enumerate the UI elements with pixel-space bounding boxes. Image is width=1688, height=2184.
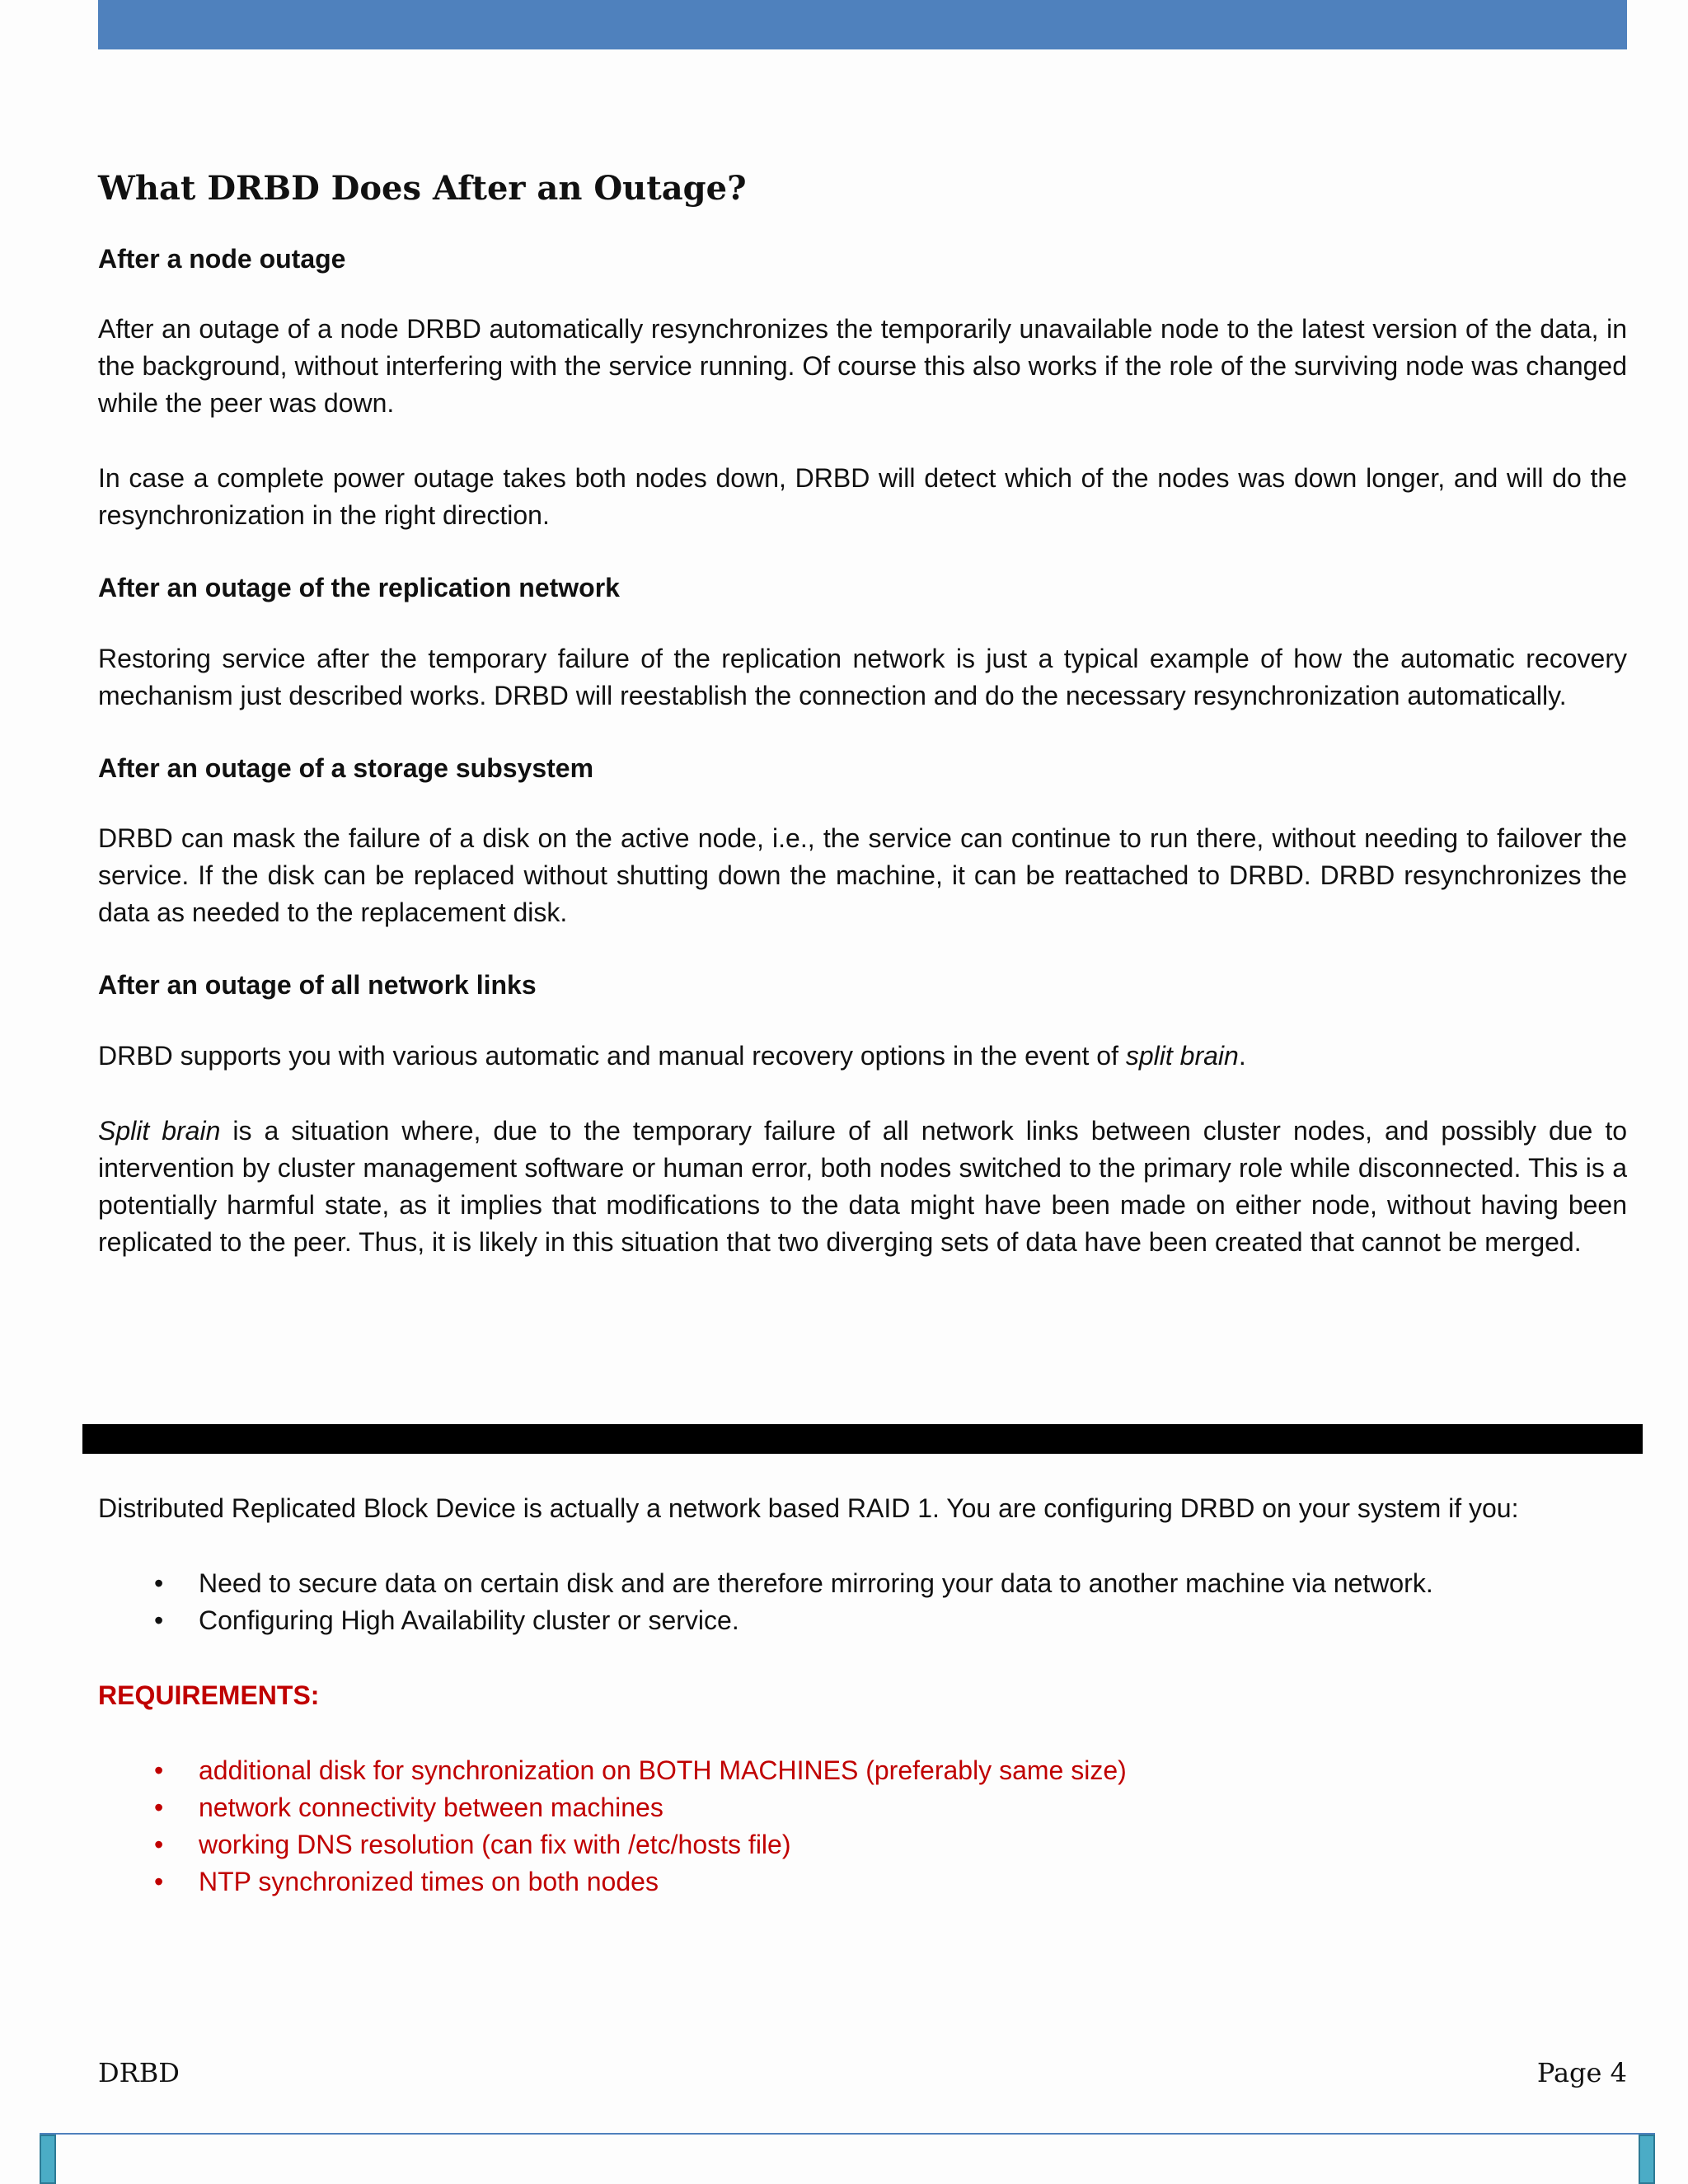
footer-tab-left (40, 2135, 56, 2184)
replication-outage-heading: After an outage of the replication network (98, 573, 620, 603)
list-item (98, 1565, 1627, 1602)
storage-outage-paragraph: DRBD can mask the failure of a disk on the active node, i.e., the service can continue to run there, without needing to failover the service. If the disk can be replaced without shutting down the machine, it can be reattached to DRBD. DRBD resynchronizes the data as needed to the replacement disk. (98, 823, 1627, 928)
split-brain-intro-end: . (1238, 1040, 1246, 1071)
intro-paragraph: Distributed Replicated Block Device is actually a network based RAID 1. You are configuring DRBD on your system if you: (98, 1493, 1519, 1523)
split-brain-definition-paragraph (98, 1113, 1627, 1261)
requirements-list (98, 1752, 1627, 1900)
node-outage-paragraph-2: In case a complete power outage takes both nodes down, DRBD will detect which of the nodes was down longer, and will do the resynchronization in the right direction. (98, 463, 1627, 531)
list-item (98, 1863, 1627, 1900)
section-divider-bar (82, 1424, 1643, 1454)
storage-outage-heading: After an outage of a storage subsystem (98, 752, 594, 783)
bullet-icon: • (154, 1568, 164, 1598)
bullet-icon: • (154, 1755, 164, 1785)
bullet-icon: • (154, 1867, 164, 1896)
list-item-text: NTP synchronized times on both nodes (199, 1867, 659, 1896)
replication-outage-paragraph: Restoring service after the temporary failure of the replication network is just a typical example of how the automatic recovery mechanism just described works. DRBD will reestablish the connection and do the necessary resynchronization automatically. (98, 643, 1627, 710)
node-outage-paragraph-1: After an outage of a node DRBD automatically resynchronizes the temporarily unavailable node to the latest version of the data, in the background, without interfering with the service running. Of course this also works if the role of the surviving node was changed while the peer was down. (98, 314, 1627, 419)
list-item-text: Need to secure data on certain disk and are therefore mirroring your data to another machine via network. (199, 1568, 1433, 1598)
bullet-icon: • (154, 1830, 164, 1859)
intro-bullet-list (98, 1565, 1627, 1639)
list-item-text: Configuring High Availability cluster or service. (199, 1605, 739, 1635)
list-item-text: additional disk for synchronization on BOTH MACHINES (preferably same size) (199, 1755, 1127, 1785)
intro-section (98, 1490, 1627, 1938)
header-band (98, 0, 1627, 49)
list-item (98, 1789, 1627, 1826)
list-item (98, 1826, 1627, 1863)
section-title: What DRBD Does After an Outage? (98, 169, 747, 208)
requirements-label: REQUIREMENTS: (98, 1680, 320, 1710)
list-item (98, 1602, 1627, 1639)
node-outage-heading: After a node outage (98, 244, 346, 274)
list-item-text: working DNS resolution (can fix with /etc/hosts file) (199, 1830, 791, 1859)
main-section (98, 169, 1627, 1299)
bullet-icon: • (154, 1605, 164, 1635)
bullet-icon: • (154, 1793, 164, 1822)
split-brain-definition-text: is a situation where, due to the temporary failure of all network links between cluster nodes, and possibly due to intervention by cluster management software or human error, both nodes switched to the primary role while disconnected. This is a potentially harmful state, as it implies that modifications to the data might have been made on either node, without having been replicated to the peer. Thus, it is likely in this situation that two diverging sets of data have been created that cannot be merged. (98, 1115, 1628, 1257)
list-item (98, 1752, 1627, 1789)
footer-page-number: Page 4 (1536, 2057, 1627, 2088)
split-brain-intro-paragraph (98, 1038, 1627, 1075)
list-item-text: network connectivity between machines (199, 1793, 663, 1822)
footer-tab-right (1639, 2135, 1655, 2184)
network-links-outage-heading: After an outage of all network links (98, 970, 537, 1001)
split-brain-term-2: Split brain (98, 1115, 221, 1146)
split-brain-intro-text: DRBD supports you with various automatic and manual recovery options in the event of (98, 1040, 1126, 1071)
split-brain-term: split brain (1125, 1040, 1239, 1071)
footer-document-name: DRBD (98, 2057, 180, 2088)
footer-rule (40, 2133, 1655, 2135)
